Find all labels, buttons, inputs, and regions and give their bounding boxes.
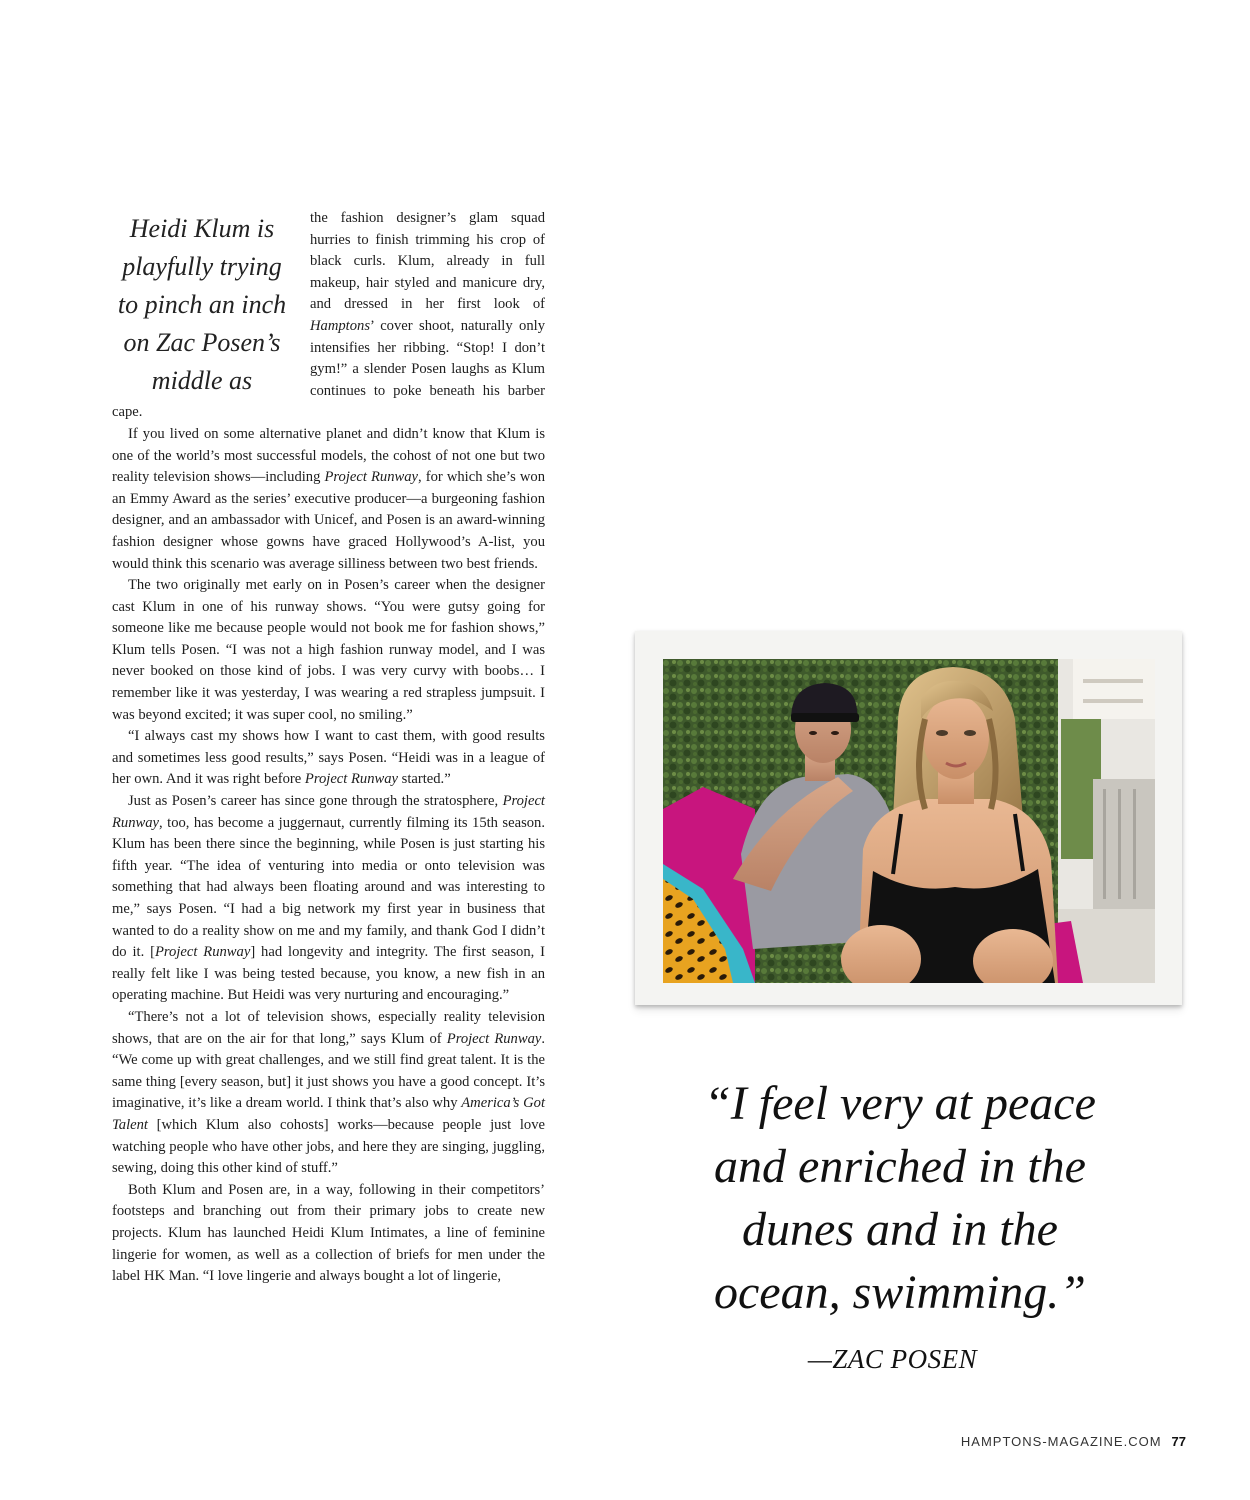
article-body [112,424,545,1288]
quote-line: dunes and in the [742,1203,1058,1256]
text: “There’s not a lot of television shows, especially reality television shows, that are on the air for that long,” says Klum of [112,1008,545,1047]
text: If you lived on some alternative planet and didn’t know that Klum is one of the world’s most successful models, the cohost of not one but two reality television shows—including [112,425,545,486]
text: Just as Posen’s career has since gone through the stratosphere, [128,793,503,810]
text: ] had longevity and integrity. The first season, I really felt like I was being tested because, you know, a new fish in an operating machine. But Heidi was very nurturing and encouraging.” [112,944,546,1004]
paragraph-5 [112,1007,545,1180]
article-column [112,208,545,1288]
text: “I always cast my shows how I want to cast them, with good results and sometimes less good results,” says Posen. “Heidi was in a league of her own. And it was right before [112,728,545,788]
lede-drop-text [108,208,296,400]
lede-line: playfully trying [122,252,282,281]
article-lede [112,208,545,424]
show-title: Project Runway [112,793,545,831]
paragraph-1 [112,424,545,575]
page-number: 77 [1171,1434,1186,1449]
magazine-name: Hamptons [310,317,370,334]
footer-site-url: HAMPTONS-MAGAZINE.COM [960,1434,1162,1449]
photo-illustration [663,659,1155,983]
show-title: Project Runway [304,771,398,788]
paragraph-3 [112,726,545,791]
text: started.” [398,771,451,788]
lede-line: Heidi Klum is [129,214,275,243]
paragraph-4 [112,791,545,1007]
lede-line: on Zac Posen’s [123,328,281,357]
text: , too, has become a juggernaut, currently filming its 15th season. Klum has been there since the beginning, while Posen is just starting his fifth year. “The idea of venturing into media or onto television was something that had always been floating around and was interesting to me,” says Posen. “I had a big network my first year in business that wanted to do a reality show on me and my family, and thank God I didn’t do it. [ [112,814,545,961]
text: . “We come up with great challenges, and we still find great talent. It is the same thing [every season, but] it just shows you have a good concept. It’s imaginative, it’s like a dream world. I think that’s also why [112,1030,546,1112]
quote-line: ocean, swimming.” [714,1266,1086,1319]
text: , for which she’s won an Emmy Award as the series’ executive producer—a burgeoning fashion designer, and an ambassador with Unicef, and Posen is an award-winning fashion designer whose gowns have graced Hollywood’s A-list, you would think this scenario was average silliness between two best friends. [112,469,545,572]
show-title: Project Runway [446,1030,542,1047]
lede-line: middle as [151,366,253,395]
show-title: Project Runway [324,469,418,486]
pull-quote [650,1072,1150,1324]
lede-continuation-text: the fashion designer’s glam squad hurries to finish trimming his crop of black curls. Klum, already in full makeup, hair styled and manicure dry, and dressed in her first look of [310,210,545,313]
lede-continuation-text-2: ’ cover shoot, naturally only intensifies her ribbing. “Stop! I don’t gym!” a slender Posen laughs as Klum continues to poke beneath his barber cape. [112,317,545,421]
show-title: America’s Got Talent [112,1095,546,1133]
show-title: Project Runway [154,944,251,961]
quote-line: and enriched in the [714,1140,1086,1193]
text: [which Klum also cohosts] works—because people just love watching people who have other jobs, and here they are singing, juggling, sewing, doing this other kind of stuff.” [112,1116,545,1177]
quote-line: “I feel very at peace [704,1077,1096,1130]
quote-attribution: —ZAC POSEN [807,1344,978,1374]
photo-frame [635,631,1182,1005]
paragraph-2: The two originally met early on in Posen’s career when the designer cast Klum in one of his runway shows. “You were gutsy going for someone like me because people would not book me for fashion shows,” Klum tells Posen. “I was not a high fashion runway model, and I was never booked on those kind of jobs. I was very curvy with boobs… I remember like it was yesterday, I was wearing a red strapless jumpsuit. I was beyond excited; it was super cool, no smiling.” [112,577,545,723]
lede-line: to pinch an inch [117,290,287,319]
paragraph-6: Both Klum and Posen are, in a way, following in their competitors’ footsteps and branching out from their primary jobs to create new projects. Klum has launched Heidi Klum Intimates, a line of feminine lingerie for women, as well as a collection of briefs for men under the label HK Man. “I love lingerie and always bought a lot of lingerie, [112,1181,545,1285]
page-footer [961,1434,1186,1449]
cover-shoot-photo [663,659,1155,983]
